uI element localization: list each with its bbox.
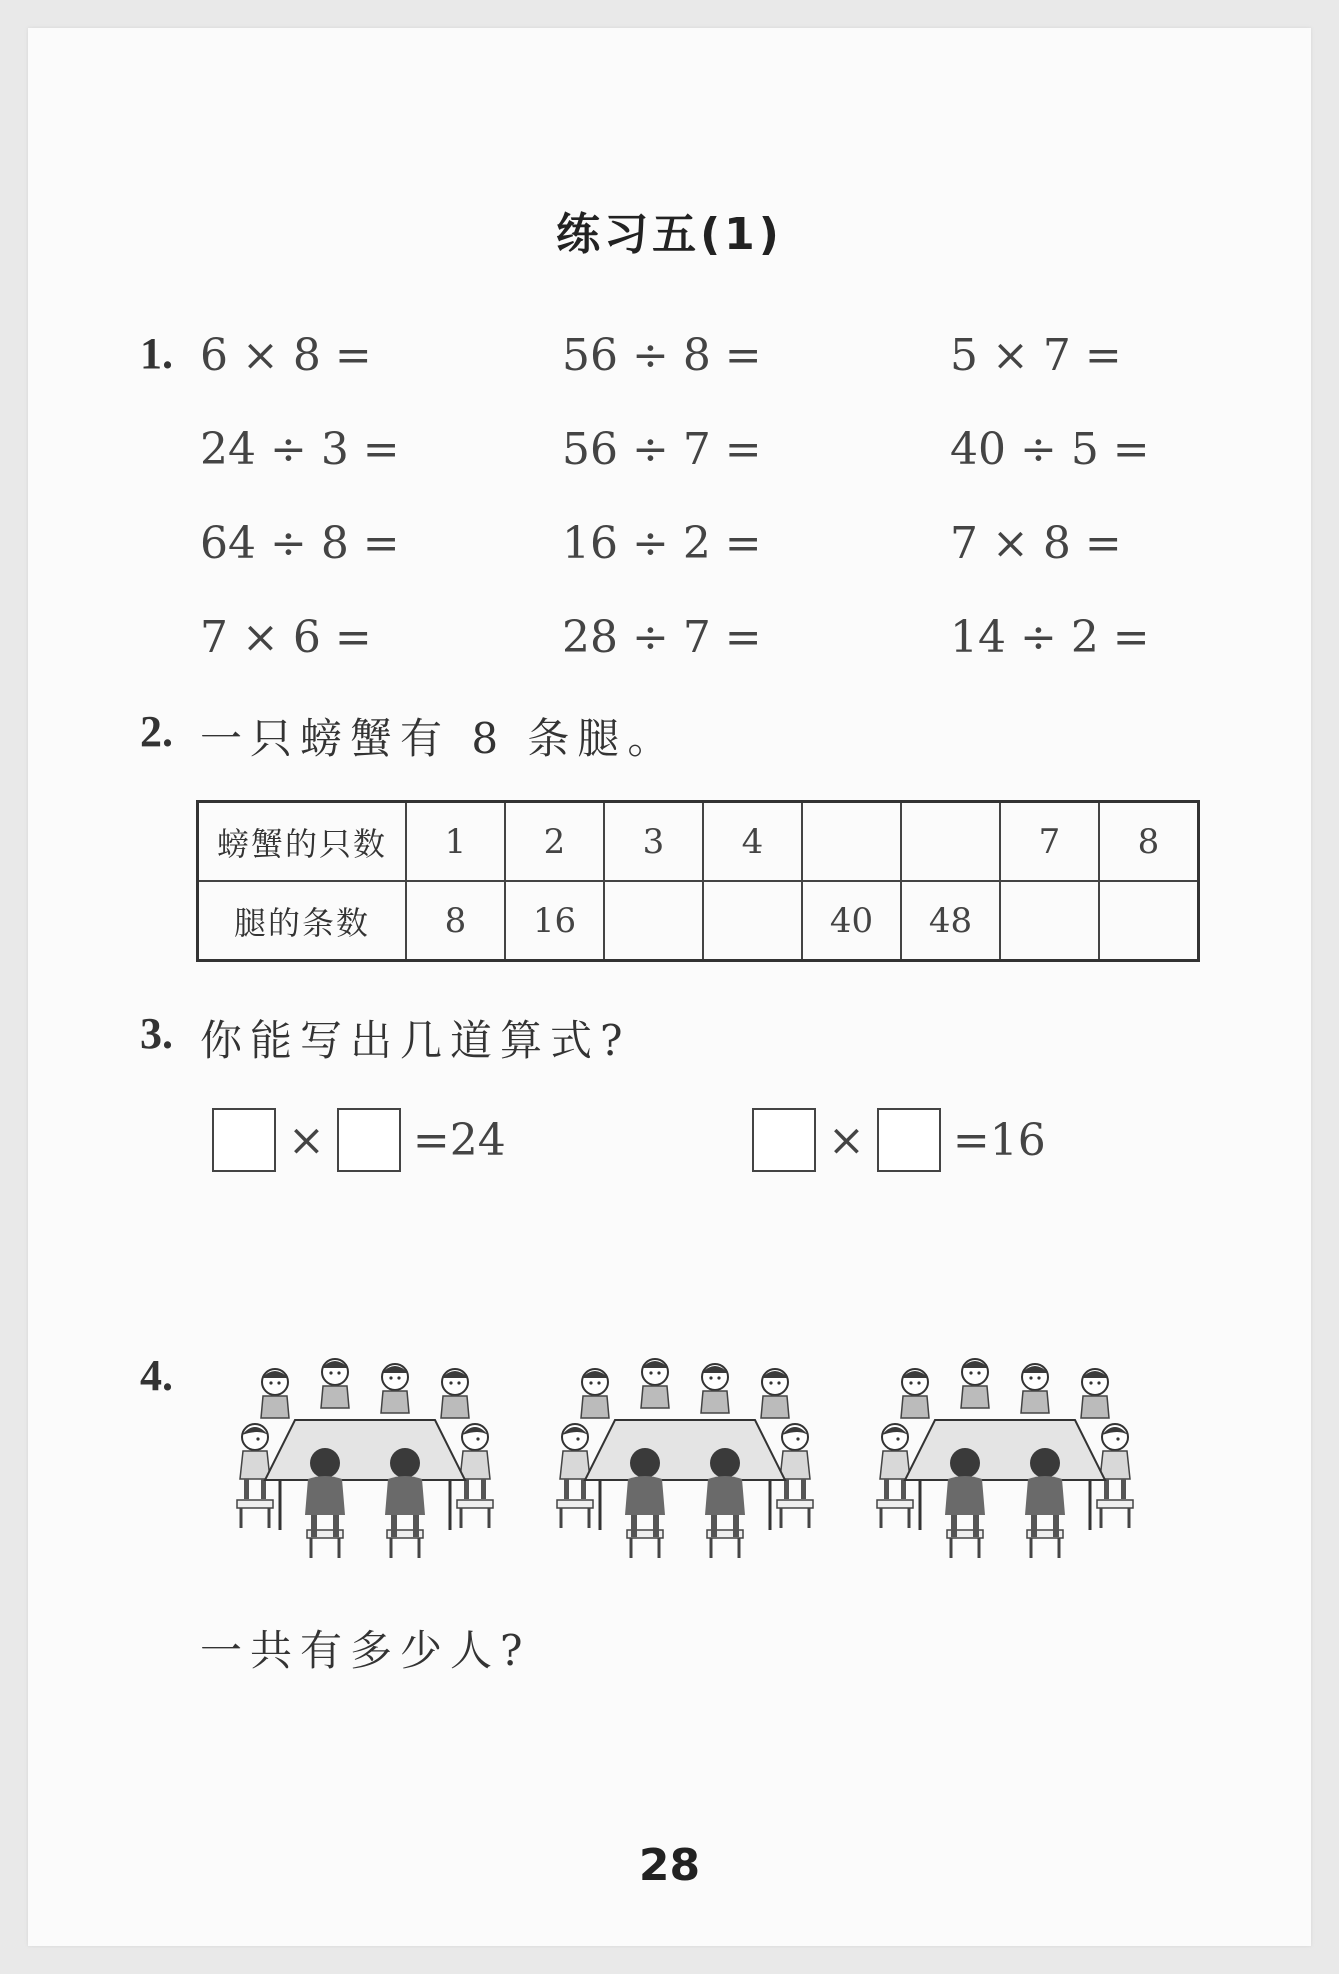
q1-number: 1. [140,329,173,378]
table-cell: 螃蟹的只数 [198,802,407,882]
table-cell: 2 [505,802,604,882]
q3-number: 3. [140,1009,173,1058]
table-cell: 16 [505,881,604,961]
q1-expr-r1-c2: 56 ÷ 8 = [562,330,762,381]
table-row [198,881,1199,961]
equation-result: =24 [412,1114,506,1166]
q1-expr-r3-c1: 64 ÷ 8 = [200,518,400,569]
crab-legs-table [196,800,1200,962]
q1-expr-r1-c1: 6 × 8 = [200,330,372,381]
answer-box[interactable] [337,1108,401,1172]
table-cell-blank[interactable] [1099,881,1199,961]
table-cell: 4 [703,802,802,882]
table-cell-blank[interactable] [802,802,901,882]
table-row [198,802,1199,882]
table-cell: 40 [802,881,901,961]
table-cell: 腿的条数 [198,881,407,961]
table-cell-blank[interactable] [1000,881,1099,961]
table-cell: 8 [406,881,505,961]
q1-expr-r1-c3: 5 × 7 = [950,330,1122,381]
times-sign: × [288,1114,325,1166]
q2-number: 2. [140,707,173,756]
q1-expr-r3-c3: 7 × 8 = [950,518,1122,569]
times-sign: × [828,1114,865,1166]
table-cell: 48 [901,881,1000,961]
table-cell-blank[interactable] [703,881,802,961]
q1-expr-r2-c3: 40 ÷ 5 = [950,424,1150,475]
q1-expr-r2-c1: 24 ÷ 3 = [200,424,400,475]
equation-result: =16 [952,1114,1046,1166]
answer-box[interactable] [212,1108,276,1172]
q1-expr-r3-c2: 16 ÷ 2 = [562,518,762,569]
table-cell: 7 [1000,802,1099,882]
answer-box[interactable] [752,1108,816,1172]
page-number: 28 [638,1840,701,1891]
q1-expr-r2-c2: 56 ÷ 7 = [562,424,762,475]
q3-text: 你能写出几道算式? [200,1016,631,1065]
page-title: 练习五(1) [556,209,783,260]
table-cell: 3 [604,802,703,882]
q4-question: 一共有多少人? [200,1626,531,1675]
q1-expr-r4-c2: 28 ÷ 7 = [562,612,762,663]
q2-text: 一只螃蟹有 8 条腿。 [200,714,678,763]
q4-number: 4. [140,1351,173,1400]
table-cell: 8 [1099,802,1199,882]
q3-equation-1 [212,1108,506,1172]
q1-expr-r4-c1: 7 × 6 = [200,612,372,663]
q3-equation-2 [752,1108,1046,1172]
answer-box[interactable] [877,1108,941,1172]
children-at-tables-illustration [225,1340,1185,1580]
table-cell-blank[interactable] [604,881,703,961]
q1-expr-r4-c3: 14 ÷ 2 = [950,612,1150,663]
table-cell: 1 [406,802,505,882]
table-cell-blank[interactable] [901,802,1000,882]
